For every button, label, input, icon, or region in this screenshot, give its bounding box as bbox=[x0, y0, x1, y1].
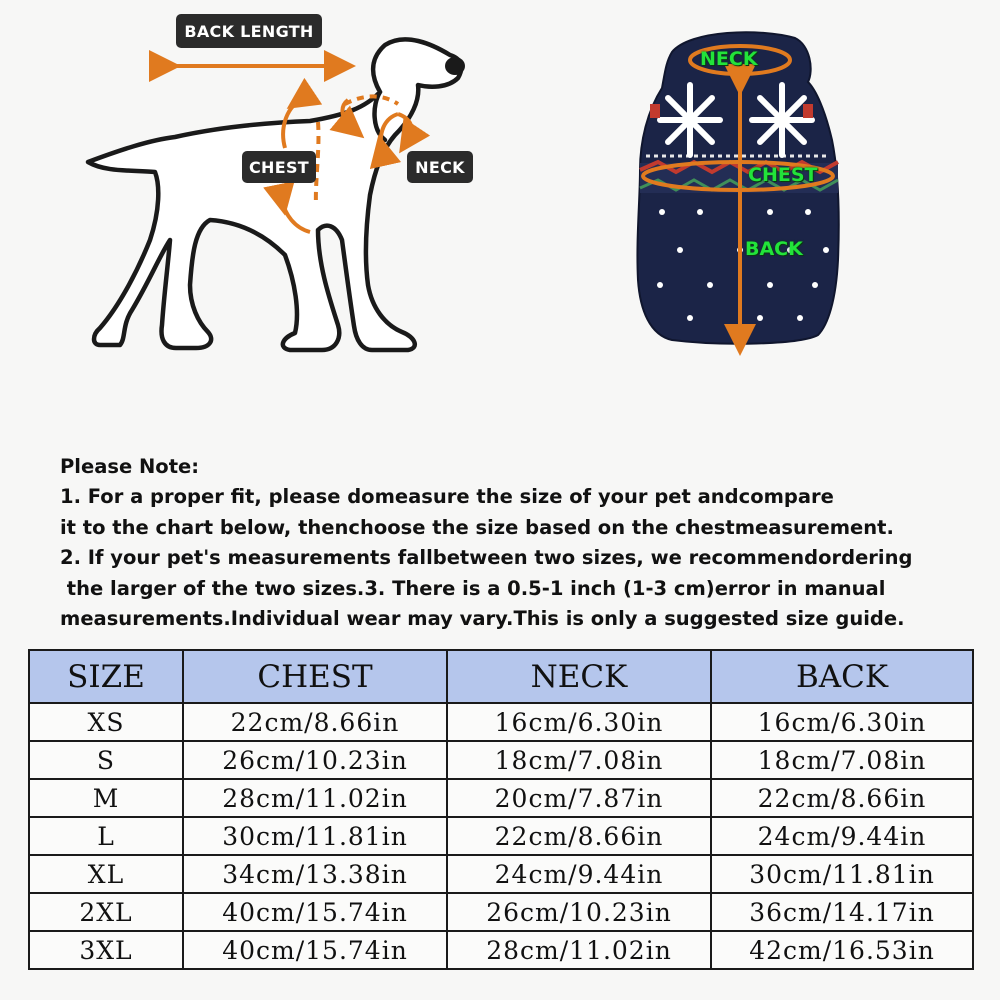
dog-outline-drawing bbox=[0, 0, 1000, 440]
table-row bbox=[29, 855, 973, 893]
size-cell: 3XL bbox=[29, 931, 183, 969]
dog-icon bbox=[88, 39, 461, 350]
size-guide-note bbox=[60, 452, 980, 634]
back-cell: 24cm/9.44in bbox=[711, 817, 973, 855]
header-back: BACK bbox=[711, 650, 973, 703]
chest-cell: 22cm/8.66in bbox=[183, 703, 447, 741]
size-cell: XL bbox=[29, 855, 183, 893]
size-cell: L bbox=[29, 817, 183, 855]
neck-cell: 22cm/8.66in bbox=[447, 817, 711, 855]
neck-cell: 24cm/9.44in bbox=[447, 855, 711, 893]
measurement-illustration bbox=[0, 0, 1000, 440]
back-cell: 18cm/7.08in bbox=[711, 741, 973, 779]
chest-cell: 28cm/11.02in bbox=[183, 779, 447, 817]
neck-cell: 28cm/11.02in bbox=[447, 931, 711, 969]
neck-label: NECK bbox=[407, 151, 473, 183]
sweater-back-label: BACK bbox=[745, 238, 803, 260]
back-cell: 36cm/14.17in bbox=[711, 893, 973, 931]
size-cell: M bbox=[29, 779, 183, 817]
size-cell: 2XL bbox=[29, 893, 183, 931]
table-row bbox=[29, 741, 973, 779]
sweater-neck-label: NECK bbox=[700, 48, 758, 70]
back-cell: 22cm/8.66in bbox=[711, 779, 973, 817]
chest-cell: 26cm/10.23in bbox=[183, 741, 447, 779]
table-row bbox=[29, 931, 973, 969]
back-cell: 30cm/11.81in bbox=[711, 855, 973, 893]
neck-cell: 26cm/10.23in bbox=[447, 893, 711, 931]
note-line: 2. If your pet's measurements fallbetween two sizes, we recommendordering bbox=[60, 546, 913, 570]
table-header-row bbox=[29, 650, 973, 703]
note-line: the larger of the two sizes.3. There is a 0.5-1 inch (1-3 cm)error in manual bbox=[60, 576, 886, 600]
note-line: it to the chart below, thenchoose the size based on the chestmeasurement. bbox=[60, 515, 894, 539]
neck-cell: 20cm/7.87in bbox=[447, 779, 711, 817]
chest-cell: 40cm/15.74in bbox=[183, 893, 447, 931]
chest-label: CHEST bbox=[242, 151, 316, 183]
table-row bbox=[29, 779, 973, 817]
header-size: SIZE bbox=[29, 650, 183, 703]
sweater-icon bbox=[637, 32, 838, 343]
size-cell: XS bbox=[29, 703, 183, 741]
chest-cell: 30cm/11.81in bbox=[183, 817, 447, 855]
note-line: measurements.Individual wear may vary.This is only a suggested size guide. bbox=[60, 607, 905, 631]
chest-cell: 40cm/15.74in bbox=[183, 931, 447, 969]
sweater-chest-label: CHEST bbox=[748, 164, 818, 186]
header-neck: NECK bbox=[447, 650, 711, 703]
back-cell: 42cm/16.53in bbox=[711, 931, 973, 969]
neck-cell: 16cm/6.30in bbox=[447, 703, 711, 741]
back-cell: 16cm/6.30in bbox=[711, 703, 973, 741]
note-heading: Please Note: bbox=[60, 455, 200, 478]
chest-cell: 34cm/13.38in bbox=[183, 855, 447, 893]
note-line: 1. For a proper fit, please domeasure the size of your pet andcompare bbox=[60, 485, 834, 509]
size-cell: S bbox=[29, 741, 183, 779]
table-row bbox=[29, 893, 973, 931]
back-length-label: BACK LENGTH bbox=[176, 14, 322, 48]
table-row bbox=[29, 703, 973, 741]
neck-cell: 18cm/7.08in bbox=[447, 741, 711, 779]
table-row bbox=[29, 817, 973, 855]
size-chart-table bbox=[28, 649, 974, 970]
header-chest: CHEST bbox=[183, 650, 447, 703]
